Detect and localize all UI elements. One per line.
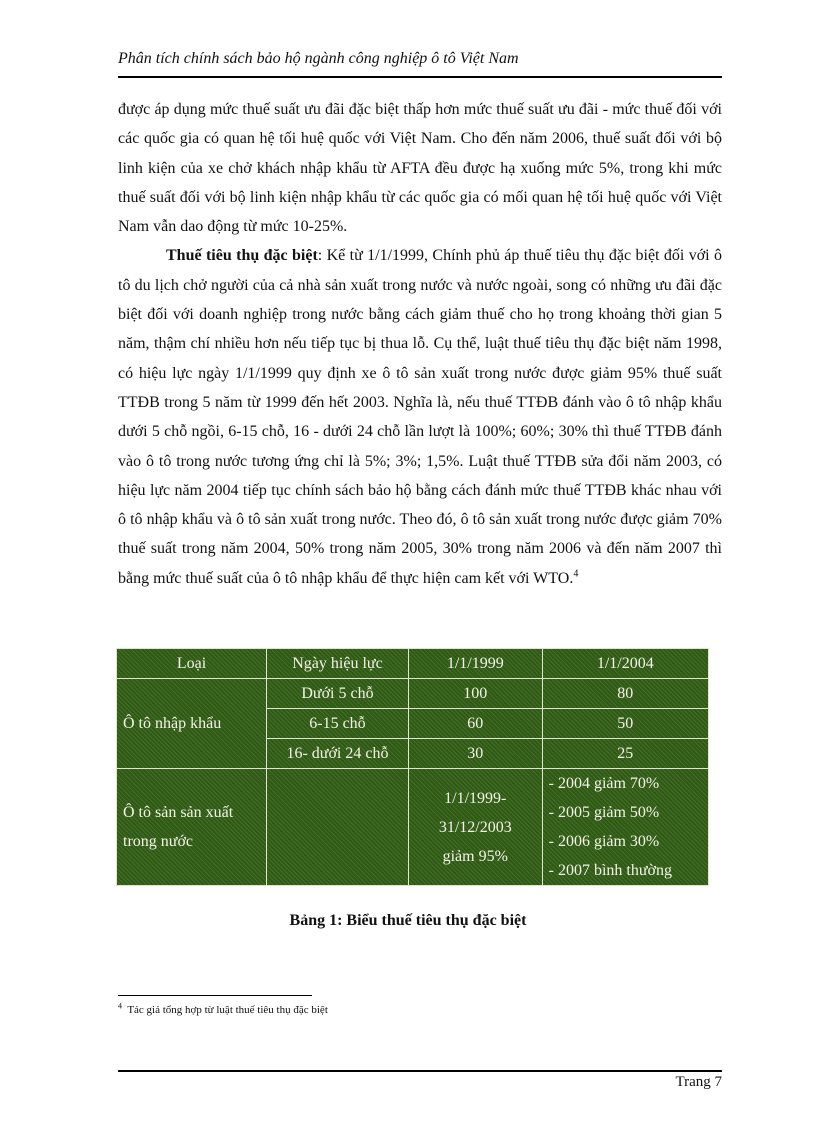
page-number: Trang 7 xyxy=(675,1074,722,1090)
cell-line: 1/1/1999- xyxy=(444,789,507,807)
rate-2004-cell: 50 xyxy=(542,709,708,739)
table-header-row xyxy=(117,649,709,679)
seats-cell: 16- dưới 24 chỗ xyxy=(267,739,409,769)
domestic-2004-cell xyxy=(542,769,708,886)
paragraph-1: được áp dụng mức thuế suất ưu đãi đặc biệt thấp hơn mức thuế suất ưu đãi - mức thuế đối với các quốc gia có quan hệ tối huệ quốc với Việt Nam. Cho đến năm 2006, thuế suất đối với bộ linh kiện của xe chở khách nhập khẩu từ AFTA đều được hạ xuống mức 5%, trong khi mức thuế suất đối với bộ linh kiện nhập khẩu từ các quốc gia có mối quan hệ tối huệ quốc với Việt Nam vẫn dao động từ mức 10-25%. xyxy=(118,101,722,236)
footnote-number: 4 xyxy=(118,1001,122,1011)
table-caption: Bảng 1: Biểu thuế tiêu thụ đặc biệt xyxy=(289,912,527,929)
paragraph-2-lead: Thuế tiêu thụ đặc biệt xyxy=(166,247,318,265)
empty-cell xyxy=(267,769,409,886)
cell-line: - 2005 giảm 50% xyxy=(548,804,660,821)
domestic-1999-cell xyxy=(408,769,542,886)
rate-1999-cell: 60 xyxy=(408,709,542,739)
running-header: Phân tích chính sách bảo hộ ngành công nghiệp ô tô Việt Nam xyxy=(118,50,519,67)
footnote xyxy=(118,1001,328,1016)
rate-2004-cell: 80 xyxy=(542,679,708,709)
seats-cell: Dưới 5 chỗ xyxy=(267,679,409,709)
main-text xyxy=(118,95,722,593)
footnote-text: Tác giả tổng hợp từ luật thuế tiêu thụ đặc biệt xyxy=(127,1004,328,1016)
cell-line: - 2004 giảm 70% xyxy=(548,775,660,792)
header-divider xyxy=(118,76,722,78)
rate-2004-cell: 25 xyxy=(542,739,708,769)
header-cell-1999: 1/1/1999 xyxy=(408,649,542,679)
footnote-divider xyxy=(118,995,312,996)
table-row xyxy=(117,679,709,709)
paragraph-2-text: : Kể từ 1/1/1999, Chính phủ áp thuế tiêu thụ đặc biệt đối với ô tô du lịch chở người của cả nhà sản xuất trong nước và nước ngoài, song có những ưu đãi đặc biệt đối với doanh nghiệp trong nước bằng cách giảm thuế cho họ trong khoảng thời gian 5 năm, thậm chí nhiều hơn nếu tiếp tục bị thua lỗ. Cụ thể, luật thuế tiêu thụ đặc biệt năm 1998, có hiệu lực ngày 1/1/1999 quy định xe ô tô sản xuất trong nước được giảm 95% thuế suất TTĐB trong 5 năm từ 1999 đến hết 2003. Nghĩa là, nếu thuế TTĐB đánh vào ô tô nhập khẩu dưới 5 chỗ ngồi, 6-15 chỗ, 16 - dưới 24 chỗ lần lượt là 100%; 60%; 30% thì thuế TTĐB đánh vào ô tô trong nước tương ứng chỉ là 5%; 3%; 1,5%. Luật thuế TTĐB sửa đổi năm 2003, có hiệu lực năm 2004 tiếp tục chính sách bảo hộ bằng cách đánh mức thuế TTĐB khác nhau với ô tô nhập khẩu và ô tô sản xuất trong nước. Theo đó, ô tô sản xuất trong nước được giảm 70% thuế suất trong năm 2004, 50% trong năm 2005, 30% trong năm 2006 và đến năm 2007 thì bằng mức thuế suất của ô tô nhập khẩu để thực hiện cam kết với WTO. xyxy=(118,247,722,587)
rate-1999-cell: 100 xyxy=(408,679,542,709)
import-category-cell: Ô tô nhập khẩu xyxy=(117,679,267,769)
cell-line: - 2006 giảm 30% xyxy=(548,833,660,850)
header-cell-effective-date: Ngày hiệu lực xyxy=(267,649,409,679)
table-row xyxy=(117,769,709,886)
cell-line: 31/12/2003 xyxy=(438,818,512,836)
cell-line: giảm 95% xyxy=(442,847,508,865)
excise-tax-table xyxy=(116,648,709,886)
seats-cell: 6-15 chỗ xyxy=(267,709,409,739)
domestic-label-line: Ô tô sản sản xuất xyxy=(123,804,234,821)
domestic-category-cell xyxy=(117,769,267,886)
footnote-reference[interactable]: 4 xyxy=(573,568,579,580)
domestic-label-line: trong nước xyxy=(123,833,194,850)
footer-divider xyxy=(118,1070,722,1072)
header-cell-type: Loại xyxy=(117,649,267,679)
rate-1999-cell: 30 xyxy=(408,739,542,769)
cell-line: - 2007 bình thường xyxy=(548,862,672,879)
header-cell-2004: 1/1/2004 xyxy=(542,649,708,679)
paragraph-2 xyxy=(118,241,722,593)
